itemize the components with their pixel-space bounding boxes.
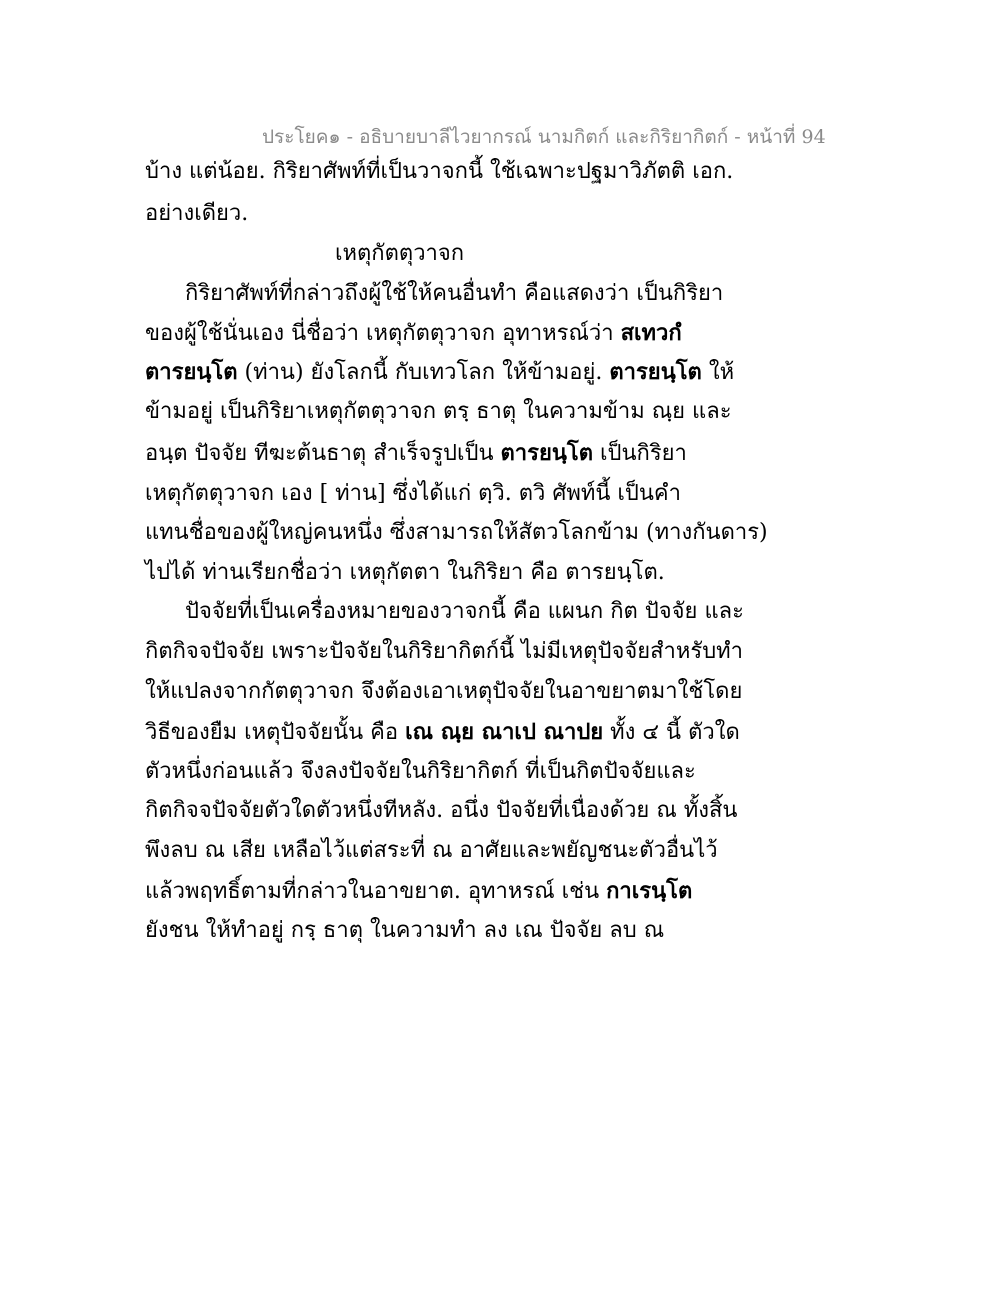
text-line: ข้ามอยู่ เป็นกิริยาเหตุกัตตุวาจก ตรฺ ธาตุ ในความข้าม ณฺย และ: [145, 399, 732, 424]
text-line: กิตกิจจปัจจัยตัวใดตัวหนึ่งทีหลัง. อนึ่ง ปัจจัยที่เนื่องด้วย ณ ทั้งสิ้น: [145, 798, 738, 823]
text-span: (ท่าน) ยังโลกนี้ กับเทวโลก ให้ข้ามอยู่.: [237, 360, 610, 385]
text-span: แล้วพฤทธิ์ตามที่กล่าวในอาขยาต. อุทาหรณ์ เช่น: [145, 879, 607, 904]
text-line: [145, 438, 687, 469]
bold-term: ตารยนฺโต: [609, 359, 702, 385]
bold-term: สเทวกํ: [620, 320, 682, 346]
bold-term: ตารยนฺโต: [145, 359, 238, 385]
text-span: ให้: [701, 360, 735, 385]
bold-term: กาเรนฺโต: [606, 878, 693, 904]
text-span: ของผู้ใช้นั่นเอง นี่ชื่อว่า เหตุกัตตุวาจก อุทาหรณ์ว่า: [145, 321, 621, 346]
text-line: [145, 717, 740, 748]
section-heading: เหตุกัตตุวาจก: [335, 241, 465, 266]
text-line: แทนชื่อของผู้ใหญ่คนหนึ่ง ซึ่งสามารถให้สัตวโลกข้าม (ทางกันดาร): [145, 520, 768, 545]
text-line: พึงลบ ณ เสีย เหลือไว้แต่สระที่ ณ อาศัยและพยัญชนะตัวอื่นไว้: [145, 838, 718, 863]
text-line: [145, 357, 734, 388]
text-line: เหตุกัตตุวาจก เอง [ ท่าน] ซึ่งได้แก่ ตฺวิ. ตวิ ศัพท์นี้ เป็นคำ: [145, 481, 682, 506]
text-line: [145, 876, 692, 907]
text-line: [145, 318, 682, 349]
text-span: อนฺต ปัจจัย ทีฆะต้นธาตุ สำเร็จรูปเป็น: [145, 441, 501, 466]
bold-term: ตารยนฺโต: [500, 440, 594, 466]
bold-term: เณ ณฺย ณาเป ณาปย: [405, 719, 604, 745]
text-line: กิริยาศัพท์ที่กล่าวถึงผู้ใช้ให้คนอื่นทำ คือแสดงว่า เป็นกิริยา: [185, 281, 724, 306]
text-span: เป็นกิริยา: [593, 441, 687, 466]
text-line: ยังชน ให้ทำอยู่ กรฺ ธาตุ ในความทำ ลง เณ ปัจจัย ลบ ณ: [145, 918, 665, 943]
text-span: วิธีของยืม เหตุปัจจัยนั้น คือ: [145, 720, 406, 745]
text-line: กิตกิจจปัจจัย เพราะปัจจัยในกิริยากิตก์นี้ ไม่มีเหตุปัจจัยสำหรับทำ: [145, 639, 744, 664]
text-line: ตัวหนึ่งก่อนแล้ว จึงลงปัจจัยในกิริยากิตก์ ที่เป็นกิตปัจจัยและ: [145, 759, 696, 784]
text-span: ทั้ง ๔ นี้ ตัวใด: [603, 720, 740, 745]
text-line: อย่างเดียว.: [145, 201, 249, 226]
text-line: ปัจจัยที่เป็นเครื่องหมายของวาจกนี้ คือ แผนก กิต ปัจจัย และ: [185, 599, 744, 624]
text-line: บ้าง แต่น้อย. กิริยาศัพท์ที่เป็นวาจกนี้ ใช้เฉพาะปฐมาวิภัตติ เอก.: [145, 159, 734, 184]
text-line: ไปได้ ท่านเรียกชื่อว่า เหตุกัตตา ในกิริยา คือ ตารยนฺโต.: [145, 560, 665, 585]
text-line: ให้แปลงจากกัตตุวาจก จึงต้องเอาเหตุปัจจัยในอาขยาตมาใช้โดย: [145, 679, 743, 704]
page-header: ประโยค๑ - อธิบายบาลีไวยากรณ์ นามกิตก์ และกิริยากิตก์ - หน้าที่ 94: [262, 126, 826, 148]
